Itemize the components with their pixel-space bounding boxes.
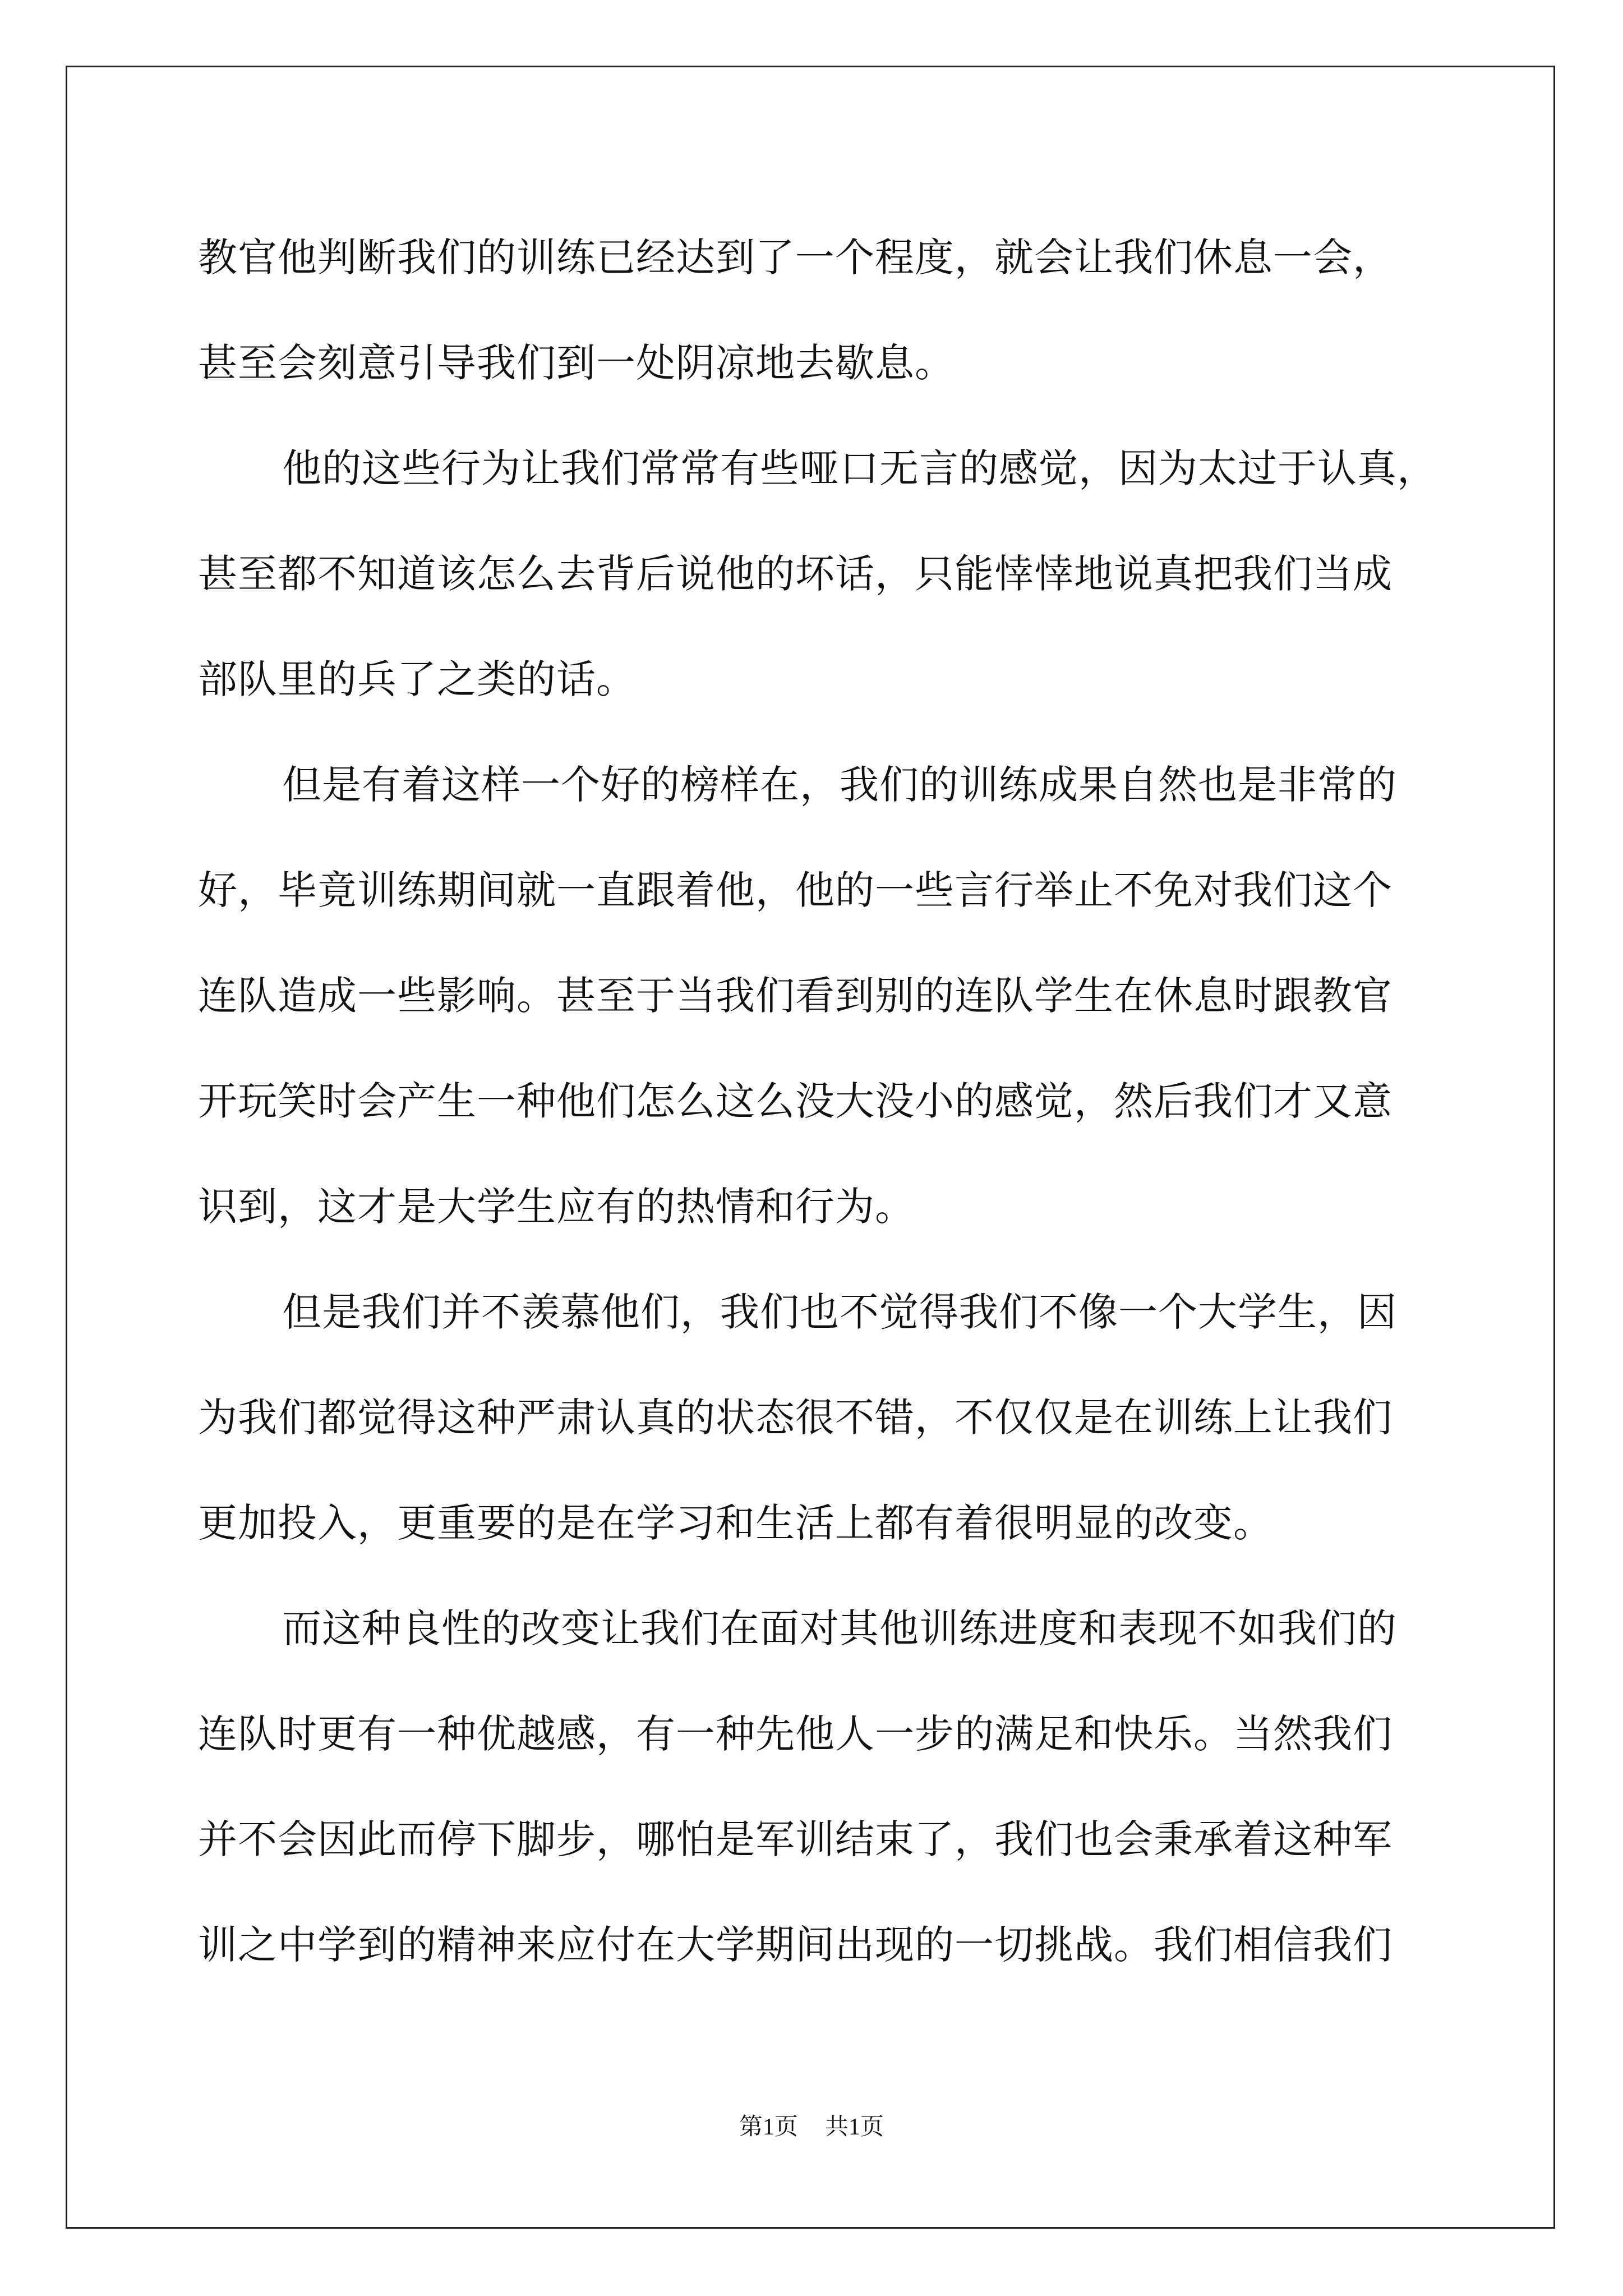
text-line: 连队造成一些影响。甚至于当我们看到别的连队学生在休息时跟教官 <box>198 973 1393 1019</box>
paragraph-start-line: 他的这些行为让我们常常有些哑口无言的感觉，因为太过于认真， <box>282 445 1437 491</box>
text-line: 为我们都觉得这种严肃认真的状态很不错，不仅仅是在训练上让我们 <box>198 1395 1393 1441</box>
document-body <box>198 205 1437 1998</box>
text-line: 教官他判断我们的训练已经达到了一个程度，就会让我们休息一会， <box>198 234 1393 280</box>
page-footer <box>0 2110 1623 2144</box>
text-line: 训之中学到的精神来应付在大学期间出现的一切挑战。我们相信我们 <box>198 1922 1393 1968</box>
page-total: 共1页 <box>825 2114 884 2140</box>
paragraph-start-line: 但是我们并不羡慕他们，我们也不觉得我们不像一个大学生，因 <box>282 1289 1397 1335</box>
text-line: 甚至都不知道该怎么去背后说他的坏话，只能悻悻地说真把我们当成 <box>198 551 1393 597</box>
text-line: 开玩笑时会产生一种他们怎么这么没大没小的感觉，然后我们才又意 <box>198 1078 1393 1124</box>
text-line: 甚至会刻意引导我们到一处阴凉地去歇息。 <box>198 340 955 386</box>
text-line: 连队时更有一种优越感，有一种先他人一步的满足和快乐。当然我们 <box>198 1711 1393 1757</box>
paragraph-start-line: 而这种良性的改变让我们在面对其他训练进度和表现不如我们的 <box>282 1605 1397 1651</box>
text-line: 并不会因此而停下脚步，哪怕是军训结束了，我们也会秉承着这种军 <box>198 1816 1393 1862</box>
text-line: 更加投入，更重要的是在学习和生活上都有着很明显的改变。 <box>198 1500 1273 1546</box>
text-line: 部队里的兵了之类的话。 <box>198 656 636 702</box>
paragraph-start-line: 但是有着这样一个好的榜样在，我们的训练成果自然也是非常的 <box>282 762 1397 808</box>
text-line: 识到，这才是大学生应有的热情和行为。 <box>198 1184 915 1230</box>
page-number: 第1页 <box>739 2114 798 2140</box>
text-line: 好，毕竟训练期间就一直跟着他，他的一些言行举止不免对我们这个 <box>198 867 1393 913</box>
